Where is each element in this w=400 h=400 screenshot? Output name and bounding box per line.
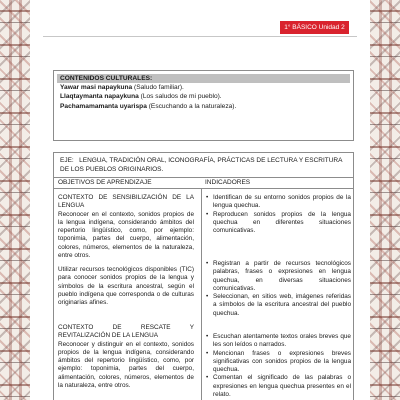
indicador-list — [205, 333, 351, 399]
header-divider — [43, 36, 357, 37]
contenido-gloss: (Los saludos de mi pueblo). — [140, 93, 222, 101]
indicador-list — [205, 194, 351, 235]
eje-row — [54, 153, 353, 178]
decorative-border-left — [0, 0, 30, 400]
objetivo-block — [58, 266, 194, 307]
indicador-item: • Mencionan frases o expresiones breves significativas con sonidos propios de la lengua quechua. — [205, 350, 351, 375]
indicador-item: • Reproducen sonidos propios de la lengua quechua en diferentes situaciones comunicativas. — [205, 211, 351, 236]
objetivo-text: Reconocer en el contexto, sonidos propios de la lengua indígena, considerando ámbitos del repertorio lingüístico, como, por ejemplo: toponimia, partes del cuerpo, alimentación, colores, números, elementos de la naturaleza, entre otros. — [58, 210, 194, 260]
contenidos-culturales-box — [53, 70, 354, 141]
contenidos-title: CONTENIDOS CULTURALES: — [57, 74, 350, 83]
objectives-table — [53, 152, 354, 400]
contenido-item — [59, 83, 348, 92]
contenido-item — [59, 102, 348, 111]
contenido-term: Yawar masi napaykuna — [60, 84, 133, 92]
indicador-list — [205, 260, 351, 318]
eje-label: EJE: — [60, 157, 74, 164]
eje-text: LENGUA, TRADICIÓN ORAL, ICONOGRAFÍA, PRÁCTICAS DE LECTURA Y ESCRITURA DE LOS PUEBLOS ORIGINARIOS. — [60, 157, 343, 173]
contenido-gloss: (Saludo familiar). — [134, 84, 184, 92]
objetivo-block — [58, 194, 194, 260]
column-divider — [201, 189, 202, 400]
objetivo-text: Utilizar recursos tecnológicos disponibles (TIC) para conocer sonidos propios de la lengua y símbolos de la escritura ancestral, según el pueblo indígena que corresponda o de culturas originarias afines. — [58, 266, 194, 307]
border-stripe — [389, 0, 392, 400]
column-header-objetivos: OBJETIVOS DE APRENDIZAJE — [58, 179, 152, 186]
objetivo-text: Reconocer y distinguir en el contexto, sonidos propios de la lengua indígena, considerando ámbitos del repertorio lingüístico, como, por ejemplo: toponimia, partes del cuerpo, alimentación, colores, números, elementos de la naturaleza, entre otros. — [58, 340, 194, 390]
contenido-term: Llaqtaymanta napaykuna — [60, 93, 139, 101]
indicador-item: • Identifican de su entorno sonidos propios de la lengua quechua. — [205, 194, 351, 211]
border-stripe — [19, 0, 22, 400]
objetivo-block — [58, 324, 194, 390]
indicador-item: • Registran a partir de recursos tecnológicos palabras, frases o expresiones en lengua quechua, en diversas situaciones comunicativas. — [205, 260, 351, 293]
contenido-term: Pachamamamanta uyarispa — [60, 102, 147, 110]
contenido-gloss: (Escuchando a la naturaleza). — [148, 102, 237, 110]
contenido-item — [59, 92, 348, 101]
objetivo-title: CONTEXTO DE RESCATE Y REVITALIZACIÓN DE LA LENGUA — [58, 324, 194, 340]
border-stripe — [379, 0, 382, 400]
objetivo-title: CONTEXTO DE SENSIBILIZACIÓN DE LA LENGUA — [58, 194, 194, 210]
indicador-item: • Comentan el significado de las palabras o expresiones en lengua quechua presentes en el relato. — [205, 374, 351, 399]
column-header-indicadores: INDICADORES — [205, 179, 251, 186]
column-header-row — [54, 178, 353, 189]
indicador-item: • Seleccionan, en sitios web, imágenes referidas a símbolos de la escritura ancestral del pueblo quechua. — [205, 293, 351, 318]
unit-badge: 1° BÁSICO Unidad 2 — [280, 21, 349, 34]
border-stripe — [9, 0, 12, 400]
indicador-item: • Escuchan atentamente textos orales breves que les son leídos o narrados. — [205, 333, 351, 350]
decorative-border-right — [370, 0, 400, 400]
